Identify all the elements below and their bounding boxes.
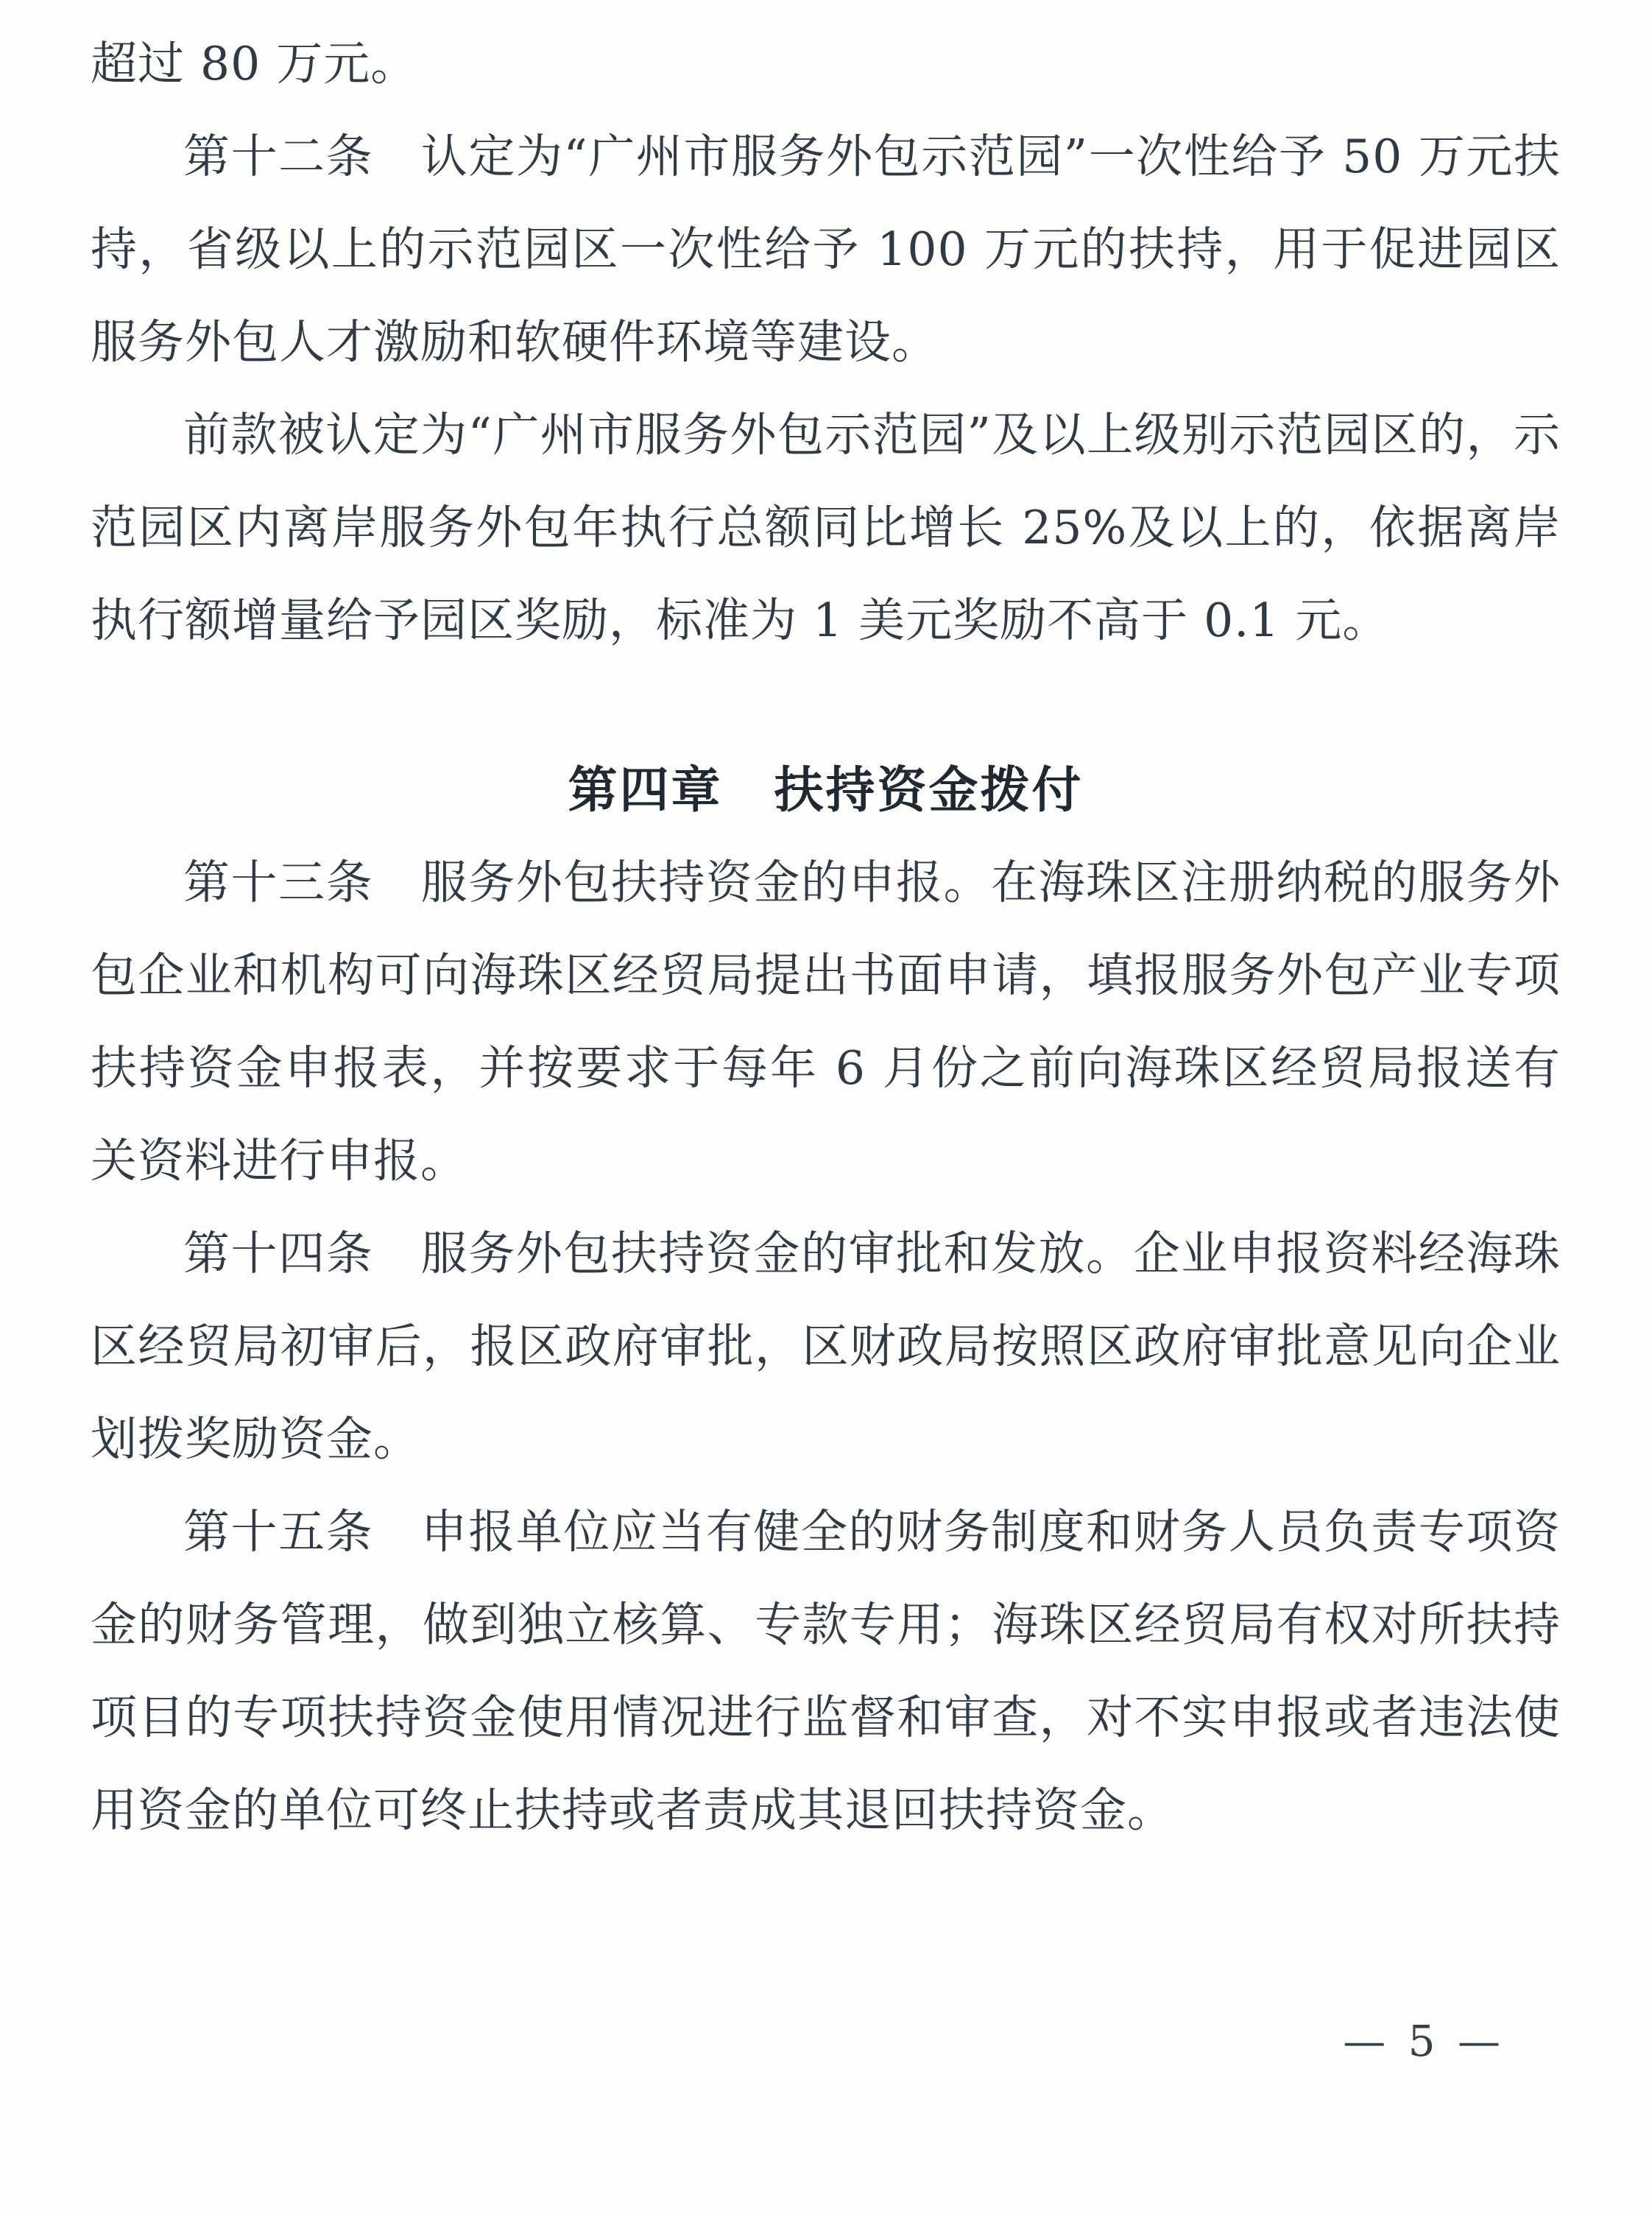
document-body bbox=[91, 18, 1561, 1857]
paragraph-article-13: 第十三条 服务外包扶持资金的申报。在海珠区注册纳税的服务外包企业和机构可向海珠区经贸局提出书面申请，填报服务外包产业专项扶持资金申报表，并按要求于每年 6 月份之前向海珠区经贸局报送有关资料进行申报。 bbox=[91, 856, 1561, 1188]
paragraph-article-15: 第十五条 申报单位应当有健全的财务制度和财务人员负责专项资金的财务管理，做到独立核算、专款专用；海珠区经贸局有权对所扶持项目的专项扶持资金使用情况进行监督和审查，对不实申报或者违法使用资金的单位可终止扶持或者责成其退回扶持资金。 bbox=[91, 1505, 1561, 1837]
paragraph-article-14: 第十四条 服务外包扶持资金的审批和发放。企业申报资料经海珠区经贸局初审后，报区政府审批，区财政局按照区政府审批意见向企业划拨奖励资金。 bbox=[91, 1227, 1561, 1466]
chapter-heading: 第四章 扶持资金拨付 bbox=[568, 761, 1084, 819]
paragraph-continuation: 超过 80 万元。 bbox=[91, 37, 418, 91]
page-number: — 5 — bbox=[1343, 2016, 1505, 2066]
paragraph-article-12: 第十二条 认定为“广州市服务外包示范园”一次性给予 50 万元扶持，省级以上的示范园区一次性给予 100 万元的扶持，用于促进园区服务外包人才激励和软硬件环境等建设。 bbox=[91, 130, 1561, 369]
paragraph-article-12-clause-2: 前款被认定为“广州市服务外包示范园”及以上级别示范园区的，示范园区内离岸服务外包年执行总额同比增长 25%及以上的，依据离岸执行额增量给予园区奖励，标准为 1 美元奖励不高于 0.1 元。 bbox=[91, 408, 1561, 647]
